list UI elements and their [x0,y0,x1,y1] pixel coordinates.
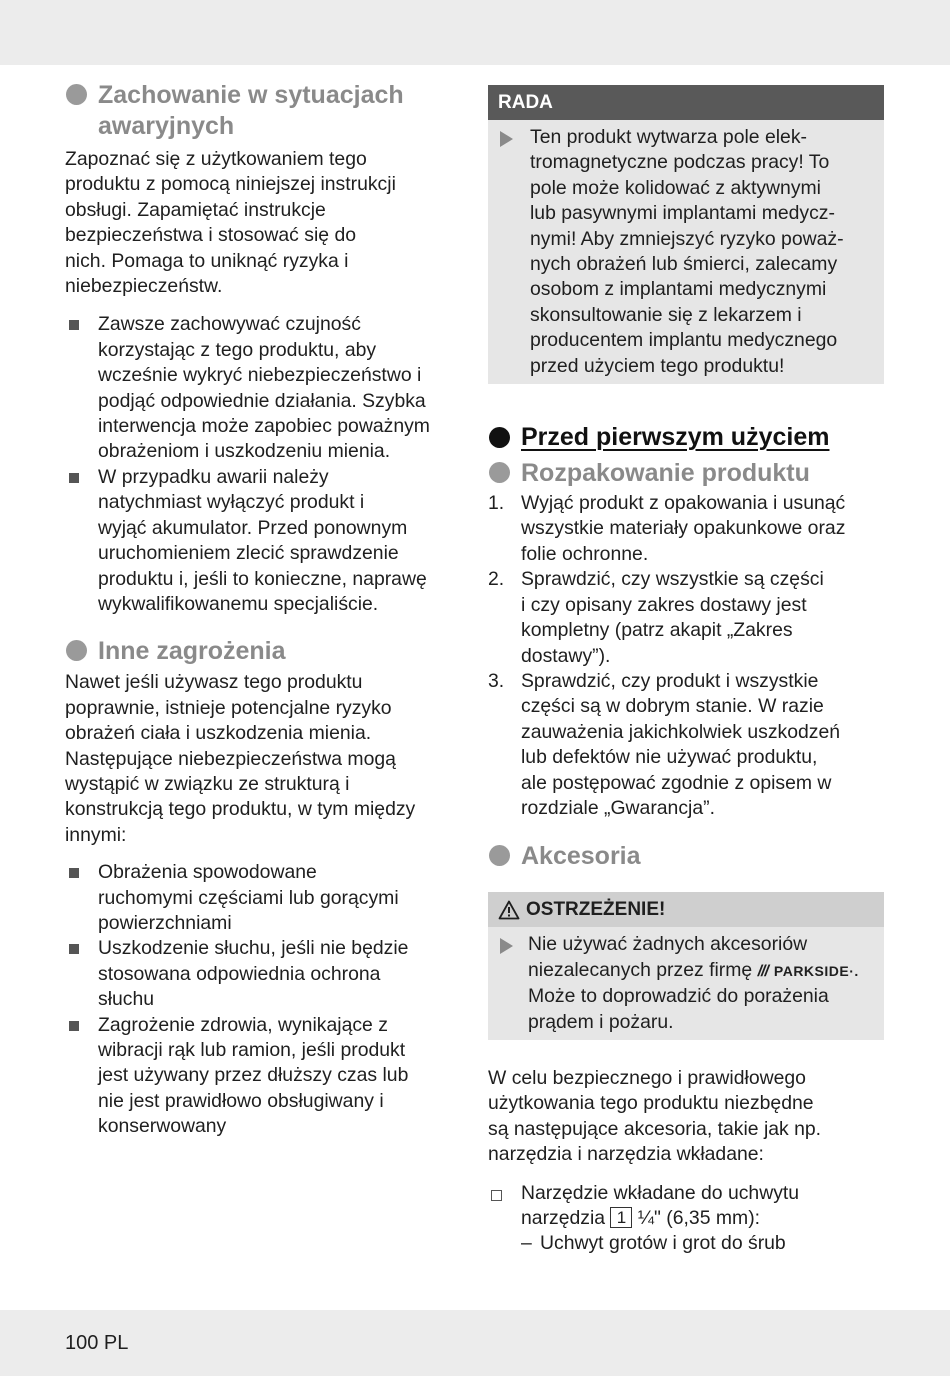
accessories-list [488,1181,884,1257]
emergency-bullet-list [65,312,460,617]
footer-band [0,1310,950,1376]
arrow-right-icon [500,131,513,147]
bullet-dot-icon [489,462,510,483]
arrow-right-icon [500,938,513,954]
bullet-dot-icon [489,427,510,448]
list-item: Zawsze zachowywać czujność korzystając z tego produktu, aby wcześnie wykryć niebezpieczeństwo i podjąć odpowiednie działania. Szybka interwencja może zapobiec poważnym obrażeniom i uszkodzeniu mienia. [65,312,460,464]
emergency-paragraph: Zapoznać się z użytkowaniem tego produktu z pomocą niniejszej instrukcji obsługi. Zapamiętać instrukcje bezpieczeństwa i stosować się do nich. Pomaga to uniknąć ryzyka i niebezpieczeństw. [65,148,396,298]
tip-box-body: Ten produkt wytwarza pole elek- tromagnetyczne podczas pracy! To pole może kolidować z aktywnymi lub pasywnymi implantami medycz- nymi! Aby zmniejszyć ryzyko poważ- nych obrażeń lub śmierci, zalecamy osobom z implantami medycznymi skonsultowanie się z lekarzem i producentem implantu medycznego przed użyciem tego produktu! [488,120,884,384]
warning-box [488,892,884,1040]
accessories-paragraph: W celu bezpiecznego i prawidłowego użytkowania tego produktu niezbędne są następujące akcesoria, takie jak np. narzędzia i narzędzia wkładane: [488,1066,822,1166]
page-number: 100 PL [65,1332,129,1354]
heading-other-risks: Inne zagrożenia [65,636,460,667]
square-bullet-icon [69,473,79,483]
other-risks-paragraph: Nawet jeśli używasz tego produktu poprawnie, istnieje potencjalne ryzyko obrażeń ciała i uszkodzenia mienia. Następujące niebezpieczeństwa mogą wystąpić w związku ze strukturą i konstrukcją tego produktu, w tym między innymi: [65,671,416,846]
heading-emergency: Zachowanie w sytuacjach awaryjnych [65,80,460,142]
square-bullet-icon [69,320,79,330]
top-band [0,0,950,65]
other-risks-bullet-list [65,860,460,1139]
part-reference-number: 1 [610,1207,632,1228]
square-bullet-icon [69,1021,79,1031]
list-item: 1. Wyjąć produkt z opakowania i usunąć wszystkie materiały opakunkowe oraz folie ochronne. [488,492,846,565]
tip-box [488,85,884,384]
warning-triangle-icon [498,900,520,920]
tip-box-header: RADA [488,85,884,120]
warning-box-body: Nie używać żadnych akcesoriów niezalecanych przez firmę /// PARKSIDE ·. Może to doprowadzić do porażenia prądem i pożaru. [488,927,884,1040]
list-item: Uszkodzenie słuchu, jeśli nie będzie stosowana odpowiednia ochrona słuchu [65,936,460,1012]
bullet-dot-icon [66,640,87,661]
list-item: 3. Sprawdzić, czy produkt i wszystkie części są w dobrym stanie. W razie zauważenia jakichkolwiek uszkodzeń lub defektów nie używać produktu, ale postępować zgodnie z opisem w rozdziale „Gwarancja”. [488,669,841,819]
checkbox-bullet-icon [491,1190,502,1201]
sub-item: – Uchwyt grotów i grot do śrub [521,1232,786,1255]
heading-accessories: Akcesoria [488,841,884,872]
bullet-dot-icon [66,84,87,105]
square-bullet-icon [69,868,79,878]
list-item: Zagrożenie zdrowia, wynikające z wibracji rąk lub ramion, jeśli produkt jest używany przez dłuższy czas lub nie jest prawidłowo obsługiwany i konserwowany [65,1013,460,1140]
parkside-logo: /// PARKSIDE ·. [757,962,859,980]
list-item: 2. Sprawdzić, czy wszystkie są części i czy opisany zakres dostawy jest kompletny (patrz akapit „Zakres dostawy”). [488,568,824,667]
right-column [488,85,884,1257]
list-item: Obrażenia spowodowane ruchomymi częściami lub gorącymi powierzchniami [65,860,460,936]
list-item: Narzędzie wkładane do uchwytu narzędzia 1 ¼" (6,35 mm): – Uchwyt grotów i grot do śrub [488,1181,884,1257]
heading-first-use: Przed pierwszym użyciem [488,422,884,453]
bullet-dot-icon [489,845,510,866]
unpacking-steps-list [488,491,884,821]
heading-unpacking: Rozpakowanie produktu [488,458,884,489]
warning-box-header: OSTRZEŻENIE! [488,892,884,927]
list-item: W przypadku awarii należy natychmiast wyłączyć produkt i wyjąć akumulator. Przed ponownym uruchomieniem zlecić sprawdzenie produktu i, jeśli to konieczne, naprawę wykwalifikowanemu specjaliście. [65,465,460,617]
left-column [65,80,460,1140]
square-bullet-icon [69,944,79,954]
